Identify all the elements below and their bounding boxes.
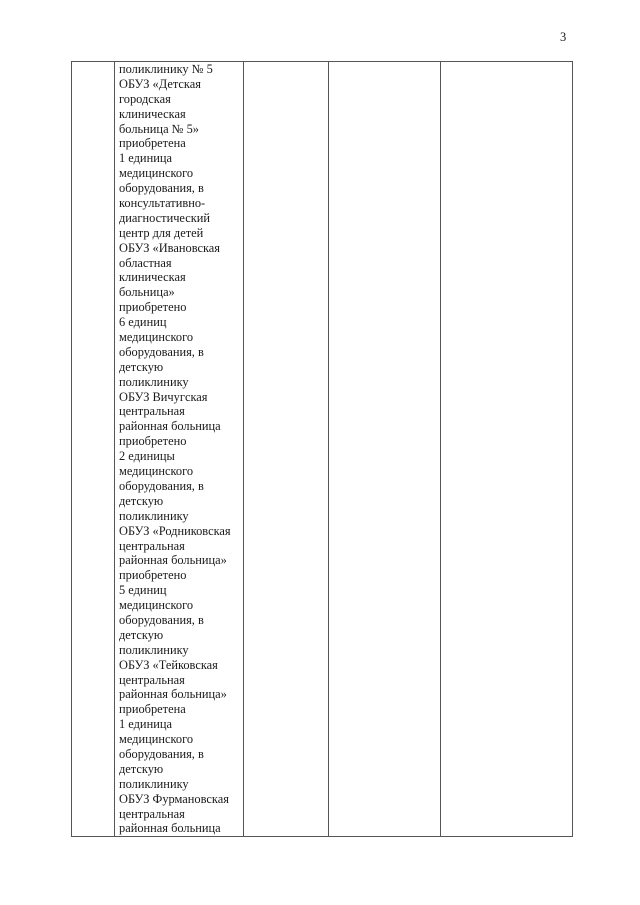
cell-text-line: поликлинику (119, 642, 189, 657)
cell-text-line: 6 единиц (119, 315, 167, 330)
cell-text-line: детскую (119, 359, 164, 374)
cell-text-line: городская (119, 91, 171, 106)
table-cell-number (72, 62, 115, 837)
cell-text-line: приобретено (119, 434, 187, 449)
cell-text-line: поликлинику (119, 374, 189, 389)
cell-text-line: приобретено (119, 300, 187, 315)
cell-text-line: больница № 5» (119, 121, 199, 136)
cell-text-line: областная (119, 255, 172, 270)
cell-text-line: диагностический (119, 210, 211, 225)
table-cell-description (115, 62, 244, 837)
page-number: 3 (560, 30, 567, 44)
cell-text-line: 1 единица (119, 717, 172, 732)
cell-text-line: медицинского (119, 464, 194, 479)
cell-text-line: медицинского (119, 598, 194, 613)
cell-text-line: ОБУЗ «Тейковская (119, 657, 218, 672)
cell-text-line: центральная (119, 538, 185, 553)
cell-text-line: приобретено (119, 568, 187, 583)
cell-text-line: ОБУЗ «Родниковская (119, 523, 231, 538)
cell-text-line: поликлинику (119, 776, 189, 791)
cell-text-line: ОБУЗ «Детская (119, 76, 201, 91)
cell-text-line: районная больница» (119, 553, 227, 568)
document-table (71, 61, 573, 837)
cell-text-line: 1 единица (119, 151, 172, 166)
cell-text-line: детскую (119, 627, 164, 642)
description-lines (115, 62, 243, 836)
cell-text-line: оборудования, в (119, 612, 204, 627)
cell-text-line: центральная (119, 806, 185, 821)
cell-text-line: оборудования, в (119, 746, 204, 761)
cell-text-line: приобретена (119, 702, 186, 717)
cell-text-line: поликлинику № 5 (119, 62, 213, 76)
table-cell-empty-3 (441, 62, 573, 837)
cell-text-line: 5 единиц (119, 583, 167, 598)
cell-text-line: медицинского (119, 166, 194, 181)
cell-text-line: медицинского (119, 732, 194, 747)
cell-text-line: районная больница» (119, 687, 227, 702)
cell-text-line: клиническая (119, 270, 186, 285)
cell-text-line: поликлинику (119, 508, 189, 523)
cell-text-line: оборудования, в (119, 344, 204, 359)
cell-text-line: консультативно- (119, 196, 206, 211)
table-row (72, 62, 573, 837)
cell-text-line: приобретена (119, 136, 186, 151)
cell-text-line: ОБУЗ Вичугская (119, 389, 208, 404)
cell-text-line: центральная (119, 672, 185, 687)
cell-text-line: центральная (119, 404, 185, 419)
cell-text-line: детскую (119, 761, 164, 776)
cell-text-line: районная больница (119, 821, 221, 836)
cell-text-line: больница» (119, 285, 175, 300)
cell-text-line: оборудования, в (119, 478, 204, 493)
table-cell-empty-2 (329, 62, 441, 837)
cell-text-line: ОБУЗ «Ивановская (119, 240, 221, 255)
cell-text-line: районная больница (119, 419, 221, 434)
cell-text-line: 2 единицы (119, 449, 175, 464)
table-cell-empty-1 (244, 62, 329, 837)
cell-text-line: медицинского (119, 330, 194, 345)
cell-text-line: клиническая (119, 106, 186, 121)
cell-text-line: детскую (119, 493, 164, 508)
cell-text-line: центр для детей (119, 225, 204, 240)
cell-text-line: оборудования, в (119, 181, 204, 196)
cell-text-line: ОБУЗ Фурмановская (119, 791, 229, 806)
